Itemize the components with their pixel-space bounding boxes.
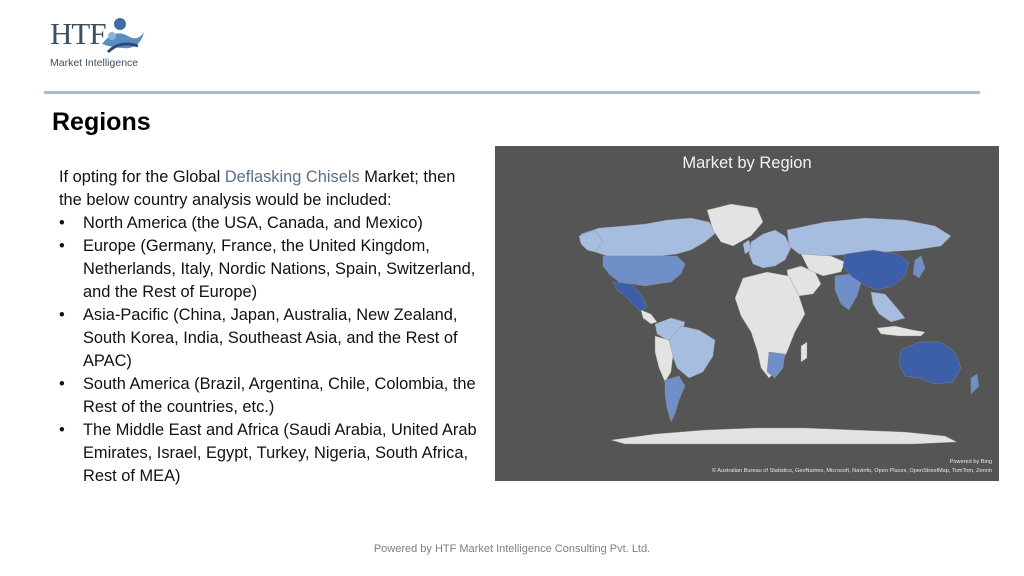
world-map (495, 146, 999, 481)
region-item-asia-pacific: • Asia-Pacific (China, Japan, Australia, New Zealand, South Korea, India, Southeast Asia, and the Rest of APAC) (59, 304, 479, 373)
logo-figure-icon (94, 14, 146, 56)
intro-paragraph (59, 166, 479, 212)
map-region-madagascar (801, 342, 807, 362)
region-item-middle-east-africa: • The Middle East and Africa (Saudi Arabia, United Arab Emirates, Israel, Egypt, Turkey, Nigeria, South Africa, Rest of MEA) (59, 419, 479, 488)
htf-logo (46, 14, 156, 74)
market-by-region-map (495, 146, 999, 481)
map-region-south-africa (767, 352, 785, 378)
map-title: Market by Region (682, 154, 812, 172)
map-region-argentina (665, 376, 685, 422)
market-name: Deflasking Chisels (224, 168, 360, 186)
map-region-japan (913, 256, 925, 278)
intro-suffix: Market; then the below country analysis would be included: (59, 168, 456, 209)
map-attribution: © Australian Bureau of Statistics, GeoNames, Microsoft, Navinfo, Open Places, OpenStreetMap, TomTom, Zenrin (711, 468, 992, 474)
region-description (59, 166, 479, 488)
map-region-usa (603, 256, 685, 286)
logo-text: HTF (50, 16, 106, 51)
map-region-antarctica (611, 428, 957, 444)
map-region-canada (581, 218, 717, 256)
map-region-mexico (613, 282, 647, 312)
map-region-australia (899, 342, 961, 384)
footer-text: Powered by HTF Market Intelligence Consulting Pvt. Ltd. (373, 543, 651, 555)
page-title: Regions (52, 108, 151, 136)
map-region-brazil (669, 326, 715, 378)
map-region-russia (787, 218, 951, 256)
region-item-europe: • Europe (Germany, France, the United Kingdom, Netherlands, Italy, Nordic Nations, Spain, Switzerland, and the Rest of Europe) (59, 235, 479, 304)
intro-prefix: If opting for the Global (59, 168, 225, 186)
header-divider (44, 91, 980, 94)
map-region-europe (749, 230, 791, 268)
map-region-indonesia (877, 326, 925, 336)
map-region-central-america (641, 310, 657, 324)
region-item-south-america: • South America (Brazil, Argentina, Chile, Colombia, the Rest of the countries, etc.) (59, 373, 479, 419)
region-item-north-america: • North America (the USA, Canada, and Mexico) (59, 212, 479, 235)
logo-subtitle: Market Intelligence (50, 57, 139, 69)
map-region-southeast-asia (871, 292, 905, 322)
region-list (59, 212, 479, 488)
map-powered-by: Powered by Bing (949, 459, 992, 465)
map-region-new-zealand (971, 374, 979, 394)
